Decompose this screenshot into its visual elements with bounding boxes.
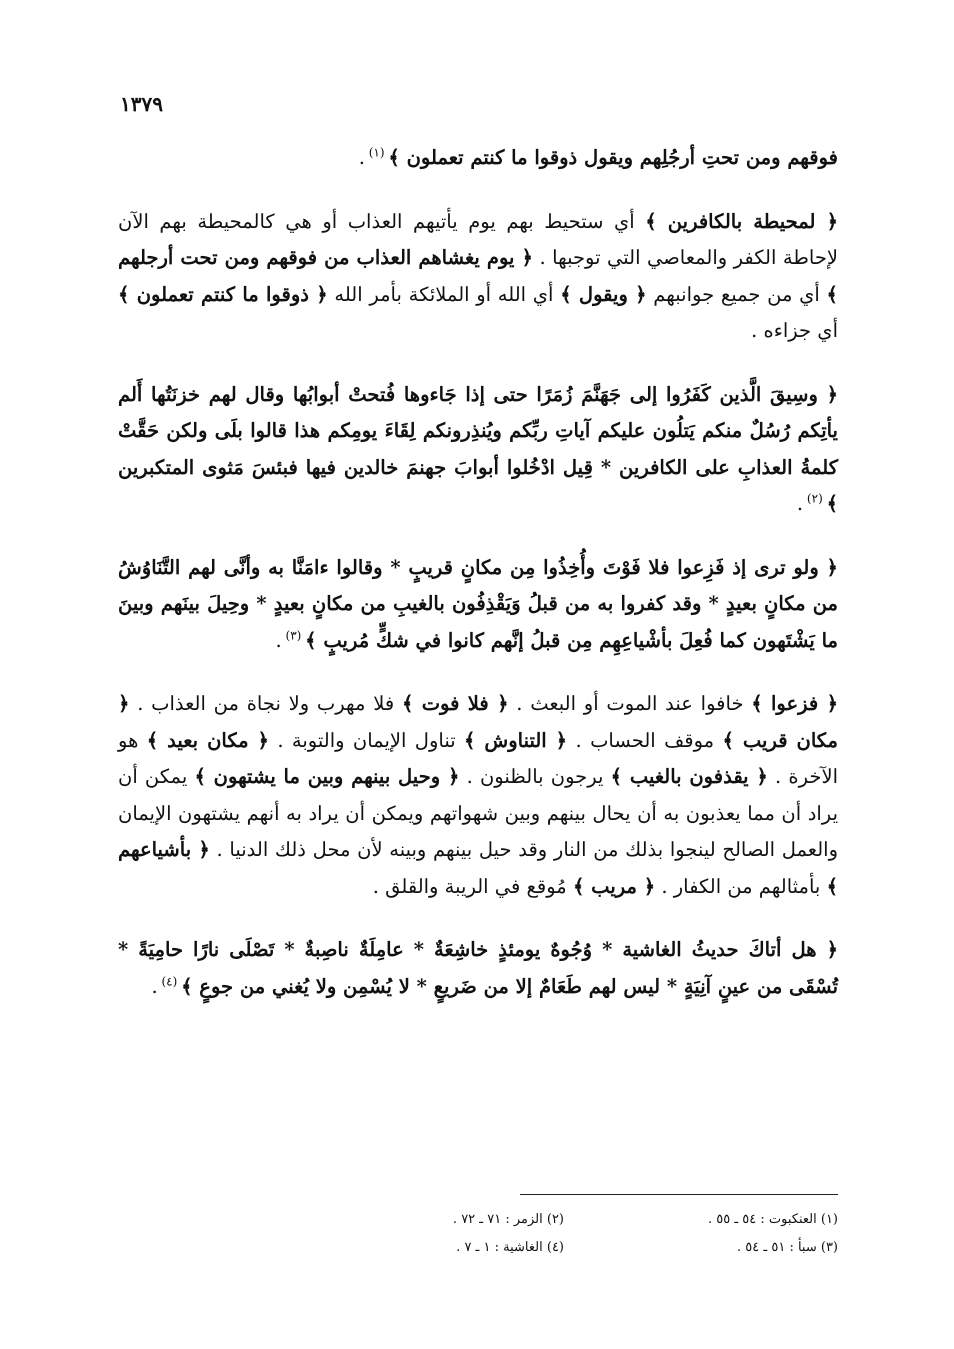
- quran-text: ﴿ مريب ﴾: [572, 874, 656, 898]
- quran-text: ﴿ مكان قريب ﴾: [118, 692, 838, 752]
- commentary-text: تناول الإيمان والتوبة .: [268, 728, 465, 752]
- footnote-2: (٢) الزمر : ٧١ ـ ٧٢ .: [452, 1212, 564, 1227]
- footnote-divider: [520, 1194, 838, 1195]
- quran-text: ﴿ ويقول ﴾: [560, 282, 647, 306]
- commentary-text: هو الآخرة .: [118, 728, 838, 788]
- commentary-text: أي من جميع جوانبهم: [646, 282, 827, 306]
- quran-text: ﴿ لمحيطة بالكافرين ﴾: [645, 209, 838, 233]
- quran-text: ﴿ التناوش ﴾: [464, 728, 568, 752]
- commentary-text: .: [358, 146, 365, 169]
- quran-text: ﴿ فزعوا ﴾: [751, 692, 838, 715]
- page-body: [118, 140, 838, 1032]
- footnote-3: (٣) سبأ : ٥١ ـ ٥٤ .: [737, 1240, 838, 1255]
- commentary-text: أي جزاءه .: [751, 319, 838, 342]
- paragraph-2: [118, 204, 838, 350]
- quran-text: ﴿ وحيل بينهم وبين ما يشتهون ﴾: [194, 765, 460, 788]
- quran-text: ﴿ مكان بعيد ﴾: [146, 728, 269, 752]
- paragraph-3: [118, 377, 838, 523]
- paragraph-5: [118, 686, 838, 905]
- commentary-text: أي الله أو الملائكة بأمر الله: [327, 282, 561, 306]
- footnotes: [330, 1206, 838, 1262]
- commentary-text: يرجون بالظنون .: [459, 765, 611, 788]
- page-number: ١٣٧٩: [120, 92, 163, 116]
- commentary-text: يمكن أن يراد أن مما يعذبون به أن يحال بينهم وبين شهواتهم ويمكن أن يراد به أنهم يشتهون الإيمان والعمل الصالح لينجوا بذلك من النار وقد حيل بينهم وبينه لأن محل ذلك الدنيا .: [118, 765, 838, 861]
- footnote-ref: (٣): [281, 628, 306, 642]
- footnote-ref: (١): [364, 145, 389, 160]
- commentary-text: أي ستحيط بهم يوم يأتيهم العذاب أو هي كالمحيطة بهم الآن لإحاطة الكفر والمعاصي التي توجبها .: [118, 209, 838, 269]
- quran-text: ﴿ هل أتاكَ حديثُ الغاشية * وُجُوهٌ يومئذٍ خاشِعَةٌ * عامِلَةٌ ناصِبةٌ * تَصْلَى نارًا حامِيَةً * تُسْقَى من عينٍ آنِيَةٍ * ليس لهم طَعَامٌ إلا من ضَريعٍ * لا يُسْمِن ولا يُغني من جوعٍ ﴾: [118, 938, 838, 998]
- commentary-text: موقف الحساب .: [567, 728, 723, 752]
- quran-text: ﴿ ولو ترى إذ فَزِعوا فلا فَوْتَ وأُخِذُوا مِن مكانٍ قريبٍ * وقالوا ءامَنَّا به وأنَّى لهم التَّنَاوُشُ من مكانٍ بعيدٍ * وقد كفروا به من قبلُ وَيَقْذِفُون بالغيبِ من مكانٍ بعيدٍ * وحِيلَ بينَهم وبينَ ما يَشْتَهون كما فُعِلَ بأشْياعِهِم مِن قبلُ إنَّهم كانوا في شكٍّ مُريبٍ ﴾: [118, 555, 838, 652]
- footnote-ref: (٤): [157, 974, 182, 988]
- quran-text: ﴿ ذوقوا ما كنتم تعملون ﴾: [118, 282, 328, 306]
- commentary-text: مُوقع في الريبة والقلق .: [372, 874, 573, 898]
- paragraph-1: [118, 140, 838, 177]
- commentary-text: .: [796, 492, 804, 515]
- paragraph-6: [118, 932, 838, 1005]
- quran-text: ﴿ فلا فوت ﴾: [401, 692, 509, 715]
- quran-text: ﴿ يوم يغشاهم العذاب من فوقهم ومن تحت أرجلهم ﴾: [118, 246, 838, 306]
- quran-text: ﴿ وسِيقَ الَّذين كَفَرُوا إلى جَهَنَّمَ زُمَرًا حتى إذا جَاءوها فُتحتْ أبوابُها وقال لهم خزنَتُها أَلم يأتِكم رُسُلٌ منكم يَتلُون عليكم آياتِ ربِّكم ويُنذِرونكم لِقَاءَ يومِكم هذا قالوا بلَى ولكن حَقَّتْ كلمةُ العذابِ على الكافرين * قِيل ادْخُلوا أبوابَ جهنمَ خالدين فيها فبئسَ مَثوى المتكبرين ﴾: [118, 382, 838, 515]
- commentary-text: بأمثالهم من الكفار .: [655, 874, 827, 898]
- quran-text: ﴿ بأشياعهم ﴾: [118, 838, 838, 898]
- quran-text: فوقهم ومن تحتِ أرجُلِهم ويقول ذوقوا ما كنتم تعملون ﴾: [388, 146, 838, 169]
- quran-text: ﴿ يقذفون بالغيب ﴾: [610, 765, 768, 788]
- paragraph-4: [118, 550, 838, 660]
- footnote-ref: (٢): [803, 491, 827, 506]
- commentary-text: فلا مهرب ولا نجاة من العذاب .: [129, 692, 402, 715]
- footnote-4: (٤) الغاشية : ١ ـ ٧ .: [456, 1240, 564, 1255]
- footnote-1: (١) العنكبوت : ٥٤ ـ ٥٥ .: [707, 1212, 838, 1227]
- commentary-text: .: [151, 974, 158, 998]
- commentary-text: .: [275, 628, 282, 652]
- commentary-text: خافوا عند الموت أو البعث .: [508, 692, 752, 715]
